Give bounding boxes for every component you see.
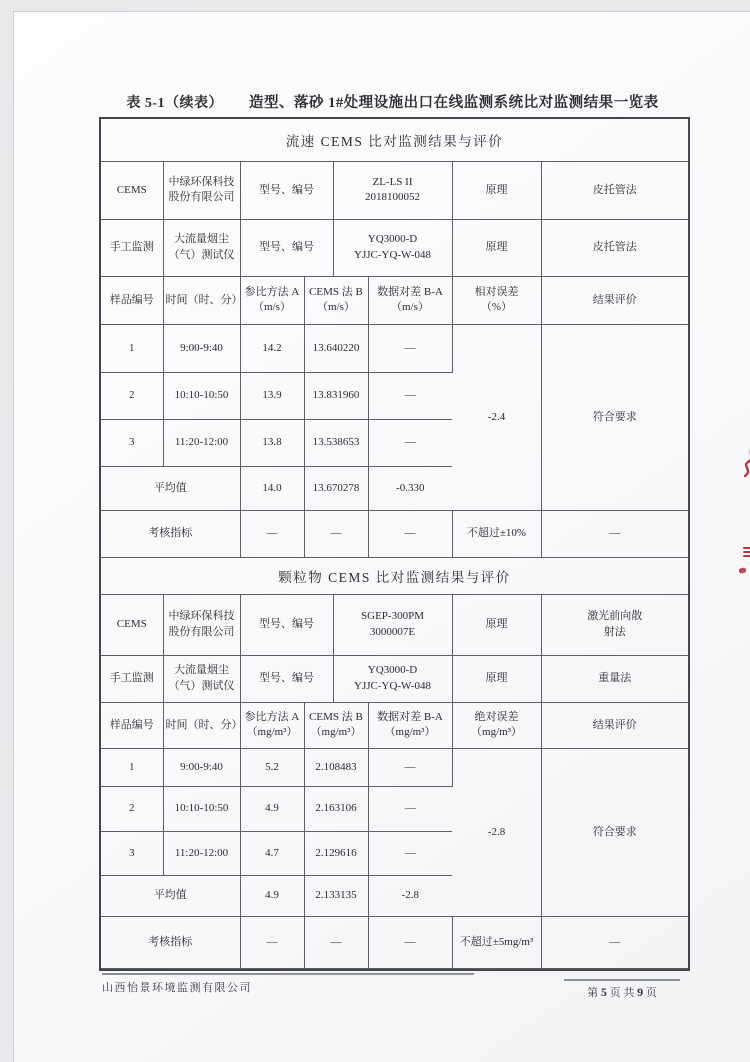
equipment-table-flow <box>101 162 688 277</box>
comparison-table <box>99 117 690 971</box>
footer-company-name: 山西怡景环境监测有限公司 <box>102 973 474 995</box>
col-header-time: 时间（时、分） <box>163 277 240 325</box>
diff-cell: — <box>368 787 452 832</box>
diff-cell: — <box>368 420 452 467</box>
page-label-prefix: 第 <box>587 987 599 999</box>
sample-no-cell: 2 <box>101 373 163 420</box>
model-label-cell: 型号、编号 <box>240 655 333 702</box>
document-title <box>99 91 686 112</box>
page-label-suffix: 页 <box>645 987 657 999</box>
average-diff-cell: -0.330 <box>368 467 452 511</box>
assessment-limit-cell: 不超过±5mg/m³ <box>452 917 541 969</box>
cems-b-cell: 13.538653 <box>304 420 368 467</box>
method-a-cell: 13.9 <box>240 373 304 420</box>
time-cell: 9:00-9:40 <box>163 325 240 373</box>
equipment-device-cell: 大流量烟尘（气）测试仪 <box>163 655 240 702</box>
model-line1: YQ3000-D <box>367 233 418 246</box>
equipment-device-cell: 中绿环保科技股份有限公司 <box>163 162 240 219</box>
red-stamp-fragment-squiggle-icon <box>740 445 750 480</box>
assessment-label-cell: 考核指标 <box>101 511 240 558</box>
assessment-label-cell: 考核指标 <box>101 917 240 969</box>
model-line2: YJJC-YQ-W-048 <box>354 679 431 692</box>
sample-no-cell: 1 <box>101 325 163 373</box>
method-a-cell: 13.8 <box>240 420 304 467</box>
table-row <box>101 749 688 787</box>
time-cell: 11:20-12:00 <box>163 832 240 876</box>
result-merged-cell: 符合要求 <box>541 325 688 511</box>
column-header-row <box>101 703 688 749</box>
principle-label-cell: 原理 <box>452 595 541 655</box>
model-label-cell: 型号、编号 <box>240 595 333 655</box>
method-a-cell: 14.2 <box>240 325 304 373</box>
average-a-cell: 4.9 <box>240 876 304 917</box>
equipment-role-cell: 手工监测 <box>101 219 163 276</box>
col-header-time: 时间（时、分） <box>163 703 240 749</box>
col-header-error: 相对误差 （%） <box>452 277 541 325</box>
sample-no-cell: 3 <box>101 420 163 467</box>
equipment-role-cell: 手工监测 <box>101 655 163 702</box>
col-header-cems-b: CEMS 法 B （mg/m³） <box>304 703 368 749</box>
cems-b-cell: 2.108483 <box>304 749 368 787</box>
model-label-cell: 型号、编号 <box>240 219 333 276</box>
absolute-error-merged-cell: -2.8 <box>452 749 541 917</box>
average-b-cell: 2.133135 <box>304 876 368 917</box>
equipment-row <box>101 162 688 219</box>
model-label-cell: 型号、编号 <box>240 162 333 219</box>
average-label-cell: 平均值 <box>101 876 240 917</box>
average-label-cell: 平均值 <box>101 467 240 511</box>
model-line2: 3000007E <box>369 625 416 638</box>
method-line1: 激光前向散 <box>587 610 643 623</box>
assessment-a-cell: — <box>240 511 304 558</box>
result-merged-cell: 符合要求 <box>541 749 688 917</box>
relative-error-merged-cell: -2.4 <box>452 325 541 511</box>
col-header-result: 结果评价 <box>541 277 688 325</box>
assessment-diff-cell: — <box>368 511 452 558</box>
model-line1: ZL-LS II <box>372 175 413 188</box>
diff-cell: — <box>368 749 452 787</box>
model-value-cell <box>333 219 452 276</box>
equipment-row <box>101 595 688 655</box>
footer-page-number <box>564 979 680 1000</box>
average-diff-cell: -2.8 <box>368 876 452 917</box>
sample-no-cell: 2 <box>101 787 163 832</box>
model-line1: YQ3000-D <box>367 664 418 677</box>
equipment-device-cell: 大流量烟尘（气）测试仪 <box>163 219 240 276</box>
cems-b-cell: 2.129616 <box>304 832 368 876</box>
model-value-cell <box>333 655 452 702</box>
col-header-method-a: 参比方法 A （mg/m³） <box>240 703 304 749</box>
col-header-result: 结果评价 <box>541 703 688 749</box>
page-label-mid: 页 共 <box>609 987 635 999</box>
time-cell: 10:10-10:50 <box>163 373 240 420</box>
scanned-page <box>13 11 750 1062</box>
cems-b-cell: 13.831960 <box>304 373 368 420</box>
assessment-b-cell: — <box>304 917 368 969</box>
time-cell: 10:10-10:50 <box>163 787 240 832</box>
principle-value-cell <box>541 655 688 702</box>
col-header-sample: 样品编号 <box>101 277 163 325</box>
current-page-number: 5 <box>600 985 607 999</box>
method-a-cell: 4.7 <box>240 832 304 876</box>
assessment-result-cell: — <box>541 917 688 969</box>
red-stamp-fragment-ticks-icon <box>743 547 750 559</box>
diff-cell: — <box>368 373 452 420</box>
method-line1: 重量法 <box>598 671 632 684</box>
principle-value-cell <box>541 162 688 219</box>
model-line2: YJJC-YQ-W-048 <box>354 248 431 261</box>
assessment-diff-cell: — <box>368 917 452 969</box>
assessment-result-cell: — <box>541 511 688 558</box>
total-page-number: 9 <box>637 985 644 999</box>
column-header-row <box>101 277 688 325</box>
model-value-cell <box>333 162 452 219</box>
assessment-b-cell: — <box>304 511 368 558</box>
principle-value-cell <box>541 219 688 276</box>
method-a-cell: 5.2 <box>240 749 304 787</box>
equipment-role-cell: CEMS <box>101 595 163 655</box>
data-table-particulate <box>101 703 688 970</box>
equipment-row <box>101 655 688 702</box>
principle-label-cell: 原理 <box>452 655 541 702</box>
method-line1: 皮托管法 <box>592 183 637 196</box>
time-cell: 11:20-12:00 <box>163 420 240 467</box>
data-table-flow <box>101 277 688 559</box>
principle-value-cell <box>541 595 688 655</box>
average-b-cell: 13.670278 <box>304 467 368 511</box>
col-header-sample: 样品编号 <box>101 703 163 749</box>
cems-b-cell: 2.163106 <box>304 787 368 832</box>
principle-label-cell: 原理 <box>452 162 541 219</box>
method-line1: 皮托管法 <box>592 240 637 253</box>
assessment-limit-cell: 不超过±10% <box>452 511 541 558</box>
method-a-cell: 4.9 <box>240 787 304 832</box>
assessment-a-cell: — <box>240 917 304 969</box>
sample-no-cell: 3 <box>101 832 163 876</box>
model-line1: SGEP-300PM <box>361 610 424 623</box>
sample-no-cell: 1 <box>101 749 163 787</box>
model-value-cell <box>333 595 452 655</box>
average-a-cell: 14.0 <box>240 467 304 511</box>
cems-b-cell: 13.640220 <box>304 325 368 373</box>
section-header-particulate: 颗粒物 CEMS 比对监测结果与评价 <box>101 558 688 595</box>
method-line2: 射法 <box>603 625 626 638</box>
col-header-cems-b: CEMS 法 B （m/s） <box>304 277 368 325</box>
col-header-diff: 数据对差 B-A （mg/m³） <box>368 703 452 749</box>
red-stamp-fragment-dot-icon <box>738 567 746 574</box>
time-cell: 9:00-9:40 <box>163 749 240 787</box>
diff-cell: — <box>368 325 452 373</box>
table-title-text: 造型、落砂 1#处理设施出口在线监测系统比对监测结果一览表 <box>249 95 659 111</box>
diff-cell: — <box>368 832 452 876</box>
table-row <box>101 325 688 373</box>
table-number-label: 表 5-1（续表） <box>126 96 224 111</box>
equipment-row <box>101 219 688 276</box>
equipment-device-cell: 中绿环保科技股份有限公司 <box>163 595 240 655</box>
col-header-method-a: 参比方法 A （m/s） <box>240 277 304 325</box>
col-header-diff: 数据对差 B-A （m/s） <box>368 277 452 325</box>
col-header-error: 绝对误差 （mg/m³） <box>452 703 541 749</box>
model-line2: 2018100052 <box>365 191 420 204</box>
equipment-role-cell: CEMS <box>101 162 163 219</box>
equipment-table-particulate <box>101 595 688 703</box>
assessment-row <box>101 917 688 969</box>
assessment-row <box>101 511 688 558</box>
section-header-flow: 流速 CEMS 比对监测结果与评价 <box>101 119 688 162</box>
principle-label-cell: 原理 <box>452 219 541 276</box>
